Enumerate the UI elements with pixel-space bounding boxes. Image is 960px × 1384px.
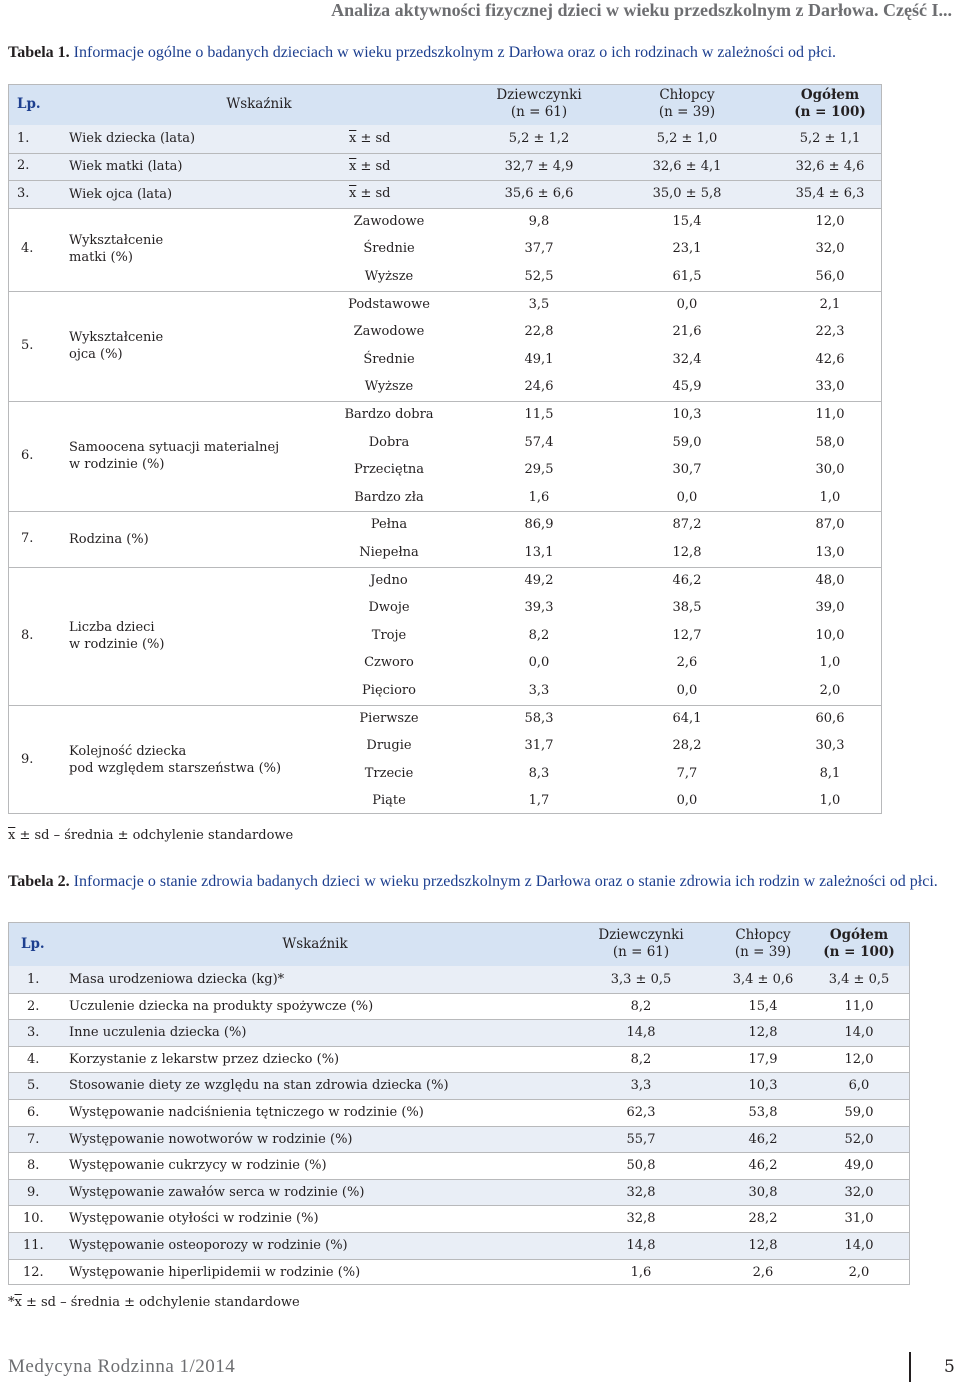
table1-row-total: 2,0: [819, 683, 841, 698]
table1-group-lp: 9.: [21, 751, 34, 767]
table1-row-total: 2,1: [819, 296, 841, 312]
table1-row-boys: 38,5: [672, 600, 702, 616]
table1-row-girls: 49,2: [524, 572, 554, 588]
table2-row-girls: 55,7: [626, 1131, 656, 1147]
table1-group-divider: [9, 291, 881, 292]
page-number: 5: [944, 1357, 955, 1377]
table1-row-boys: 2,6: [676, 655, 698, 671]
table1-row-boys: 12,8: [672, 545, 702, 560]
table1-row-boys: 32,4: [672, 351, 702, 367]
table1-row-category: Dwoje: [368, 600, 410, 616]
table1-header-total-label: Ogółem: [800, 87, 860, 103]
table1-group-divider: [9, 401, 881, 402]
table1-row-girls: 58,3: [524, 710, 554, 726]
stat-label-rest: ± sd: [356, 186, 391, 202]
table1-header-boys-n: (n = 39): [658, 104, 716, 120]
table2-row-boys: 28,2: [748, 1211, 778, 1227]
table2-row-boys: 2,6: [752, 1264, 774, 1280]
table1-header-total-n: (n = 100): [794, 104, 866, 120]
stat-label-rest: ± sd: [356, 131, 391, 146]
table2-row-total: 52,0: [844, 1131, 874, 1147]
table1-row-category: Czworo: [364, 655, 414, 671]
table2-row-lp: 1.: [27, 972, 40, 987]
table2-row-total: 11,0: [844, 998, 874, 1014]
running-head: Analiza aktywności fizycznej dzieci w wieku przedszkolnym z Darłowa. Część I...: [331, 0, 952, 20]
table2-header-girls: [581, 927, 701, 961]
table2-row-name: Korzystanie z lekarstw przez dziecko (%): [69, 1051, 340, 1067]
table2-header-boys: [708, 927, 818, 961]
table1-row-total: 13,0: [815, 545, 845, 560]
table1-header: [9, 85, 881, 125]
table1-row-total: 8,1: [819, 765, 841, 781]
table2-header-total: [809, 927, 909, 961]
table2-header-total-n: (n = 100): [823, 944, 895, 960]
table1-row-girls: 0,0: [528, 655, 550, 671]
table2-row-boys: 10,3: [748, 1078, 778, 1094]
table2-label: Tabela 2.: [8, 873, 70, 890]
journal-footer: Medycyna Rodzinna 1/2014: [8, 1356, 236, 1377]
table1-row-girls: 5,2 ± 1,2: [508, 131, 570, 146]
table1-row-boys: 61,5: [672, 269, 702, 284]
table2-row-boys: 30,8: [748, 1184, 778, 1200]
table1-row-girls: 52,5: [524, 269, 554, 284]
table1-row-girls: 39,3: [524, 600, 554, 616]
table1-row-boys: 15,4: [672, 213, 702, 229]
table1-row-total: 56,0: [815, 269, 845, 284]
table2-row-total: 32,0: [844, 1184, 874, 1200]
table1-row-boys: 59,0: [672, 434, 702, 450]
table1-row-girls: 86,9: [524, 517, 554, 533]
table1-row-category: Trzecie: [364, 765, 414, 781]
table1-row-stat: [349, 159, 439, 175]
table2-row-name: Występowanie hiperlipidemii w rodzinie (%): [69, 1264, 361, 1280]
table2-row-lp: 6.: [27, 1105, 40, 1120]
table1-group-lp: 8.: [21, 627, 34, 643]
table1-row-girls: 31,7: [524, 738, 554, 754]
table2-footnote-xbar: $\overline{x}$: [14, 1295, 22, 1310]
table1-group-lp: 2.: [17, 158, 30, 174]
table1-header-lp: Lp.: [17, 96, 41, 112]
table1-row-girls: 24,6: [524, 379, 554, 395]
table2-row-girls: 14,8: [626, 1238, 656, 1253]
table1-row-boys: 46,2: [672, 572, 702, 588]
table1-row-boys: 0,0: [676, 489, 698, 505]
table1-label: Tabela 1.: [8, 44, 70, 61]
table1-row-boys: 0,0: [676, 296, 698, 312]
table2-caption-text: Informacje o stanie zdrowia badanych dzieci w wieku przedszkolnym z Darłowa oraz o stanie zdrowia ich rodzin w zależności od płci.: [73, 873, 938, 890]
table1-header-indicator: Wskaźnik: [226, 96, 292, 112]
table1-group-name: Rodzina (%): [69, 531, 149, 547]
table1-group-divider: [9, 705, 881, 706]
table1-header-total: [775, 87, 885, 121]
table1-group-name: Wykształcenie ojca (%): [69, 329, 164, 362]
table2-header-girls-n: (n = 61): [612, 944, 670, 960]
table1-footnote-xbar: $\overline{x}$: [8, 828, 16, 843]
table2-row-divider: [9, 1046, 909, 1047]
table2-row-name: Występowanie nowotworów w rodzinie (%): [69, 1131, 353, 1147]
table2-row-divider: [9, 1126, 909, 1127]
table2-row-lp: 5.: [27, 1078, 40, 1094]
table2-row-girls: 8,2: [630, 998, 652, 1014]
table1-row-category: Przeciętna: [354, 462, 424, 478]
table1-group-name: Wiek ojca (lata): [69, 186, 173, 202]
table1-row-category: Drugie: [366, 738, 412, 754]
table1-row-category: Bardzo zła: [354, 489, 424, 505]
table2-row-boys: 46,2: [748, 1131, 778, 1147]
table1-row-total: 33,0: [815, 379, 845, 395]
table1-header-girls: [479, 87, 599, 121]
table2-row-name: Inne uczulenia dziecka (%): [69, 1025, 247, 1041]
table1-row-boys: 10,3: [672, 407, 702, 422]
table1-group-divider: [9, 511, 881, 512]
table1-row-boys: 30,7: [672, 462, 702, 478]
table2-row-girls: 62,3: [626, 1105, 656, 1120]
table2-row-girls: 50,8: [626, 1158, 656, 1174]
table1-row-boys: 32,6 ± 4,1: [652, 158, 722, 174]
table2-row-name: Uczulenie dziecka na produkty spożywcze (%): [69, 998, 374, 1014]
table2-row-boys: 17,9: [748, 1051, 778, 1067]
stat-label-rest: ± sd: [356, 158, 391, 174]
table2-row-name: Występowanie nadciśnienia tętniczego w rodzinie (%): [69, 1105, 424, 1120]
table1-row-category: Średnie: [363, 241, 415, 257]
table2-row-lp: 2.: [27, 998, 40, 1014]
table1-row-boys: 0,0: [676, 683, 698, 698]
table1-group-name: Liczba dzieci w rodzinie (%): [69, 619, 165, 652]
table2-row-girls: 8,2: [630, 1051, 652, 1067]
table1-row-girls: 13,1: [524, 545, 554, 560]
table1-row-boys: 45,9: [672, 379, 702, 395]
table2-row-total: 3,4 ± 0,5: [828, 972, 890, 987]
table2-row-lp: 7.: [27, 1131, 40, 1147]
table2-row-total: 49,0: [844, 1158, 874, 1174]
table2-footnote-text: ± sd – średnia ± odchylenie standardowe: [21, 1295, 300, 1310]
table2-row-boys: 3,4 ± 0,6: [732, 972, 794, 987]
table1-row-girls: 37,7: [524, 241, 554, 257]
table1-group-lp: 7.: [21, 531, 34, 546]
table1-row-girls: 57,4: [524, 434, 554, 450]
table1-group-name: Wykształcenie matki (%): [69, 233, 164, 266]
xbar-symbol: $\overline{x}$: [349, 186, 357, 202]
table1-group-name: Samoocena sytuacji materialnej w rodzinie (%): [69, 440, 280, 473]
table1-footnote-text: ± sd – średnia ± odchylenie standardowe: [15, 828, 294, 843]
table2-row-name: Masa urodzeniowa dziecka (kg)*: [69, 972, 285, 987]
table1-group-divider: [9, 180, 881, 181]
table1-row-total: 60,6: [815, 710, 845, 726]
table1-row-girls: 9,8: [528, 213, 550, 229]
table2-row-name: Występowanie otyłości w rodzinie (%): [69, 1211, 319, 1227]
table1-row-girls: 1,7: [528, 793, 550, 809]
table1-row-stat: [349, 131, 439, 147]
table2-row-girls: 3,3: [630, 1078, 652, 1094]
table2-header-indicator: Wskaźnik: [282, 936, 348, 952]
table1-row-total: 32,0: [815, 241, 845, 257]
table1-row-girls: 29,5: [524, 462, 554, 478]
table1-row-stat: [349, 186, 439, 202]
table1-row-total: 5,2 ± 1,1: [799, 131, 861, 146]
table2-row-total: 14,0: [844, 1238, 874, 1253]
table2-row-divider: [9, 1205, 909, 1206]
table2-row-boys: 15,4: [748, 998, 778, 1014]
table1-group-lp: 3.: [17, 186, 30, 201]
table1-row-category: Zawodowe: [353, 213, 425, 229]
table1-row-girls: 8,3: [528, 765, 550, 781]
table2-row-lp: 12.: [23, 1264, 44, 1280]
table2-row-divider: [9, 1179, 909, 1180]
table2-row-lp: 8.: [27, 1158, 40, 1174]
table2-row-girls: 32,8: [626, 1184, 656, 1200]
table1-row-total: 30,3: [815, 738, 845, 754]
table1-row-total: 39,0: [815, 600, 845, 616]
table1-group-lp: 4.: [21, 241, 34, 257]
table1-row-category: Podstawowe: [348, 296, 430, 312]
table1-header-boys-label: Chłopcy: [659, 87, 715, 103]
table1-group-lp: 6.: [21, 448, 34, 464]
table2-row-total: 2,0: [848, 1264, 870, 1280]
table2-row-lp: 10.: [23, 1211, 44, 1227]
table2-row-divider: [9, 993, 909, 994]
table2-row-divider: [9, 1019, 909, 1020]
table1-row-category: Pięcioro: [362, 683, 416, 698]
table1-row-girls: 11,5: [524, 407, 554, 422]
table1-header-boys: [627, 87, 747, 121]
table1-row-girls: 3,3: [528, 683, 550, 698]
table2-row-boys: 12,8: [748, 1238, 778, 1253]
table2-row-name: Występowanie cukrzycy w rodzinie (%): [69, 1158, 327, 1174]
table1-body: [9, 125, 881, 815]
table1: [8, 84, 882, 814]
table1-row-category: Wyższe: [364, 269, 414, 284]
table1-row-category: Troje: [371, 627, 407, 643]
table1-row-total: 42,6: [815, 351, 845, 367]
xbar-symbol: $\overline{x}$: [349, 131, 357, 146]
table1-row-boys: 35,0 ± 5,8: [652, 186, 722, 202]
table1-row-girls: 35,6 ± 6,6: [504, 186, 574, 202]
table1-row-total: 1,0: [819, 655, 841, 671]
table2-row-name: Występowanie zawałów serca w rodzinie (%): [69, 1184, 365, 1200]
table2-row-lp: 9.: [27, 1184, 40, 1200]
table1-row-category: Dobra: [368, 434, 410, 450]
table1-row-category: Pierwsze: [359, 710, 419, 726]
table1-row-total: 1,0: [819, 793, 841, 809]
table2-caption: [8, 872, 952, 891]
table2-row-boys: 12,8: [748, 1025, 778, 1041]
table1-row-total: 12,0: [815, 213, 845, 229]
table1-row-girls: 32,7 ± 4,9: [504, 158, 574, 174]
table2-row-divider: [9, 1152, 909, 1153]
table2-header-girls-label: Dziewczynki: [598, 927, 684, 943]
table2-row-divider: [9, 1099, 909, 1100]
table1-row-boys: 0,0: [676, 793, 698, 809]
table1-row-total: 10,0: [815, 627, 845, 643]
table1-row-boys: 87,2: [672, 517, 702, 533]
table2-row-divider: [9, 1259, 909, 1260]
table1-row-category: Niepełna: [359, 545, 419, 560]
table1-row-boys: 64,1: [672, 710, 702, 726]
table1-row-category: Piąte: [372, 793, 406, 809]
table1-row-total: 87,0: [815, 517, 845, 533]
table1-group-name: Wiek dziecka (lata): [69, 131, 196, 147]
table1-row-boys: 7,7: [676, 765, 698, 781]
table1-caption-text: Informacje ogólne o badanych dzieciach w wieku przedszkolnym z Darłowa oraz o ich rodzinach w zależności od płci.: [73, 44, 837, 61]
table2-row-girls: 1,6: [630, 1264, 652, 1280]
table1-footnote: [8, 828, 293, 843]
table1-row-girls: 1,6: [528, 489, 550, 505]
table2-row-total: 6,0: [848, 1078, 870, 1094]
table1-caption: [8, 44, 952, 62]
table1-row-boys: 23,1: [672, 241, 702, 257]
table1-header-girls-label: Dziewczynki: [496, 87, 582, 103]
table2-row-boys: 46,2: [748, 1158, 778, 1174]
table2-body: [9, 966, 909, 1286]
table1-group-divider: [9, 208, 881, 209]
table1-row-total: 30,0: [815, 462, 845, 478]
table2-row-girls: 32,8: [626, 1211, 656, 1227]
table2-row-name: Występowanie osteoporozy w rodzinie (%): [69, 1238, 348, 1253]
table1-row-category: Bardzo dobra: [344, 407, 434, 422]
table1-row-girls: 8,2: [528, 627, 550, 643]
table1-row-total: 58,0: [815, 434, 845, 450]
table2-row-divider: [9, 1072, 909, 1073]
table2-row-total: 14,0: [844, 1025, 874, 1041]
table1-row-category: Jedno: [370, 572, 408, 588]
table1-group-lp: 1.: [17, 130, 30, 146]
table1-row-total: 48,0: [815, 572, 845, 588]
table2-row-name: Stosowanie diety ze względu na stan zdrowia dziecka (%): [69, 1078, 449, 1094]
table2-row-total: 12,0: [844, 1051, 874, 1067]
table1-row-total: 22,3: [815, 324, 845, 340]
table2-row-total: 31,0: [844, 1211, 874, 1227]
table1-row-category: Pełna: [370, 517, 408, 533]
table2-header-boys-label: Chłopcy: [735, 927, 791, 943]
table1-group-lp: 5.: [21, 337, 34, 353]
table1-row-total: 35,4 ± 6,3: [795, 186, 865, 202]
table2-row-lp: 4.: [27, 1051, 40, 1067]
table1-row-boys: 28,2: [672, 738, 702, 754]
table2-header-total-label: Ogółem: [829, 927, 889, 943]
table1-row-total: 11,0: [815, 407, 845, 422]
table1-header-girls-n: (n = 61): [510, 104, 568, 120]
table1-group-divider: [9, 567, 881, 568]
table1-row-boys: 12,7: [672, 627, 702, 643]
table2-header-lp: Lp.: [21, 936, 45, 952]
table1-row-boys: 21,6: [672, 324, 702, 340]
table1-group-name: Kolejność dziecka pod względem starszeństwa (%): [69, 743, 282, 776]
table1-row-total: 1,0: [819, 489, 841, 505]
table2-row-lp: 11.: [23, 1238, 44, 1253]
table1-row-category: Wyższe: [364, 379, 414, 395]
table1-row-girls: 3,5: [528, 296, 550, 312]
table1-row-category: Średnie: [363, 351, 415, 367]
table2-row-total: 59,0: [844, 1105, 874, 1120]
footer-divider: [909, 1352, 911, 1382]
table1-group-divider: [9, 153, 881, 154]
table1-row-girls: 22,8: [524, 324, 554, 340]
table1-row-category: Zawodowe: [353, 324, 425, 340]
table2-header-boys-n: (n = 39): [734, 944, 792, 960]
xbar-symbol: $\overline{x}$: [349, 158, 357, 174]
table2-footnote-star: *: [8, 1295, 15, 1310]
table2-row-girls: 3,3 ± 0,5: [610, 972, 672, 987]
table2-row-lp: 3.: [27, 1025, 40, 1041]
table1-row-boys: 5,2 ± 1,0: [656, 131, 718, 146]
table2-row-boys: 53,8: [748, 1105, 778, 1120]
table2-footnote: [8, 1295, 300, 1310]
table1-row-total: 32,6 ± 4,6: [795, 158, 865, 174]
table1-row-girls: 49,1: [524, 351, 554, 367]
table2: [8, 922, 910, 1285]
table2-row-girls: 14,8: [626, 1025, 656, 1041]
table2-row-divider: [9, 1232, 909, 1233]
table1-group-name: Wiek matki (lata): [69, 158, 183, 174]
